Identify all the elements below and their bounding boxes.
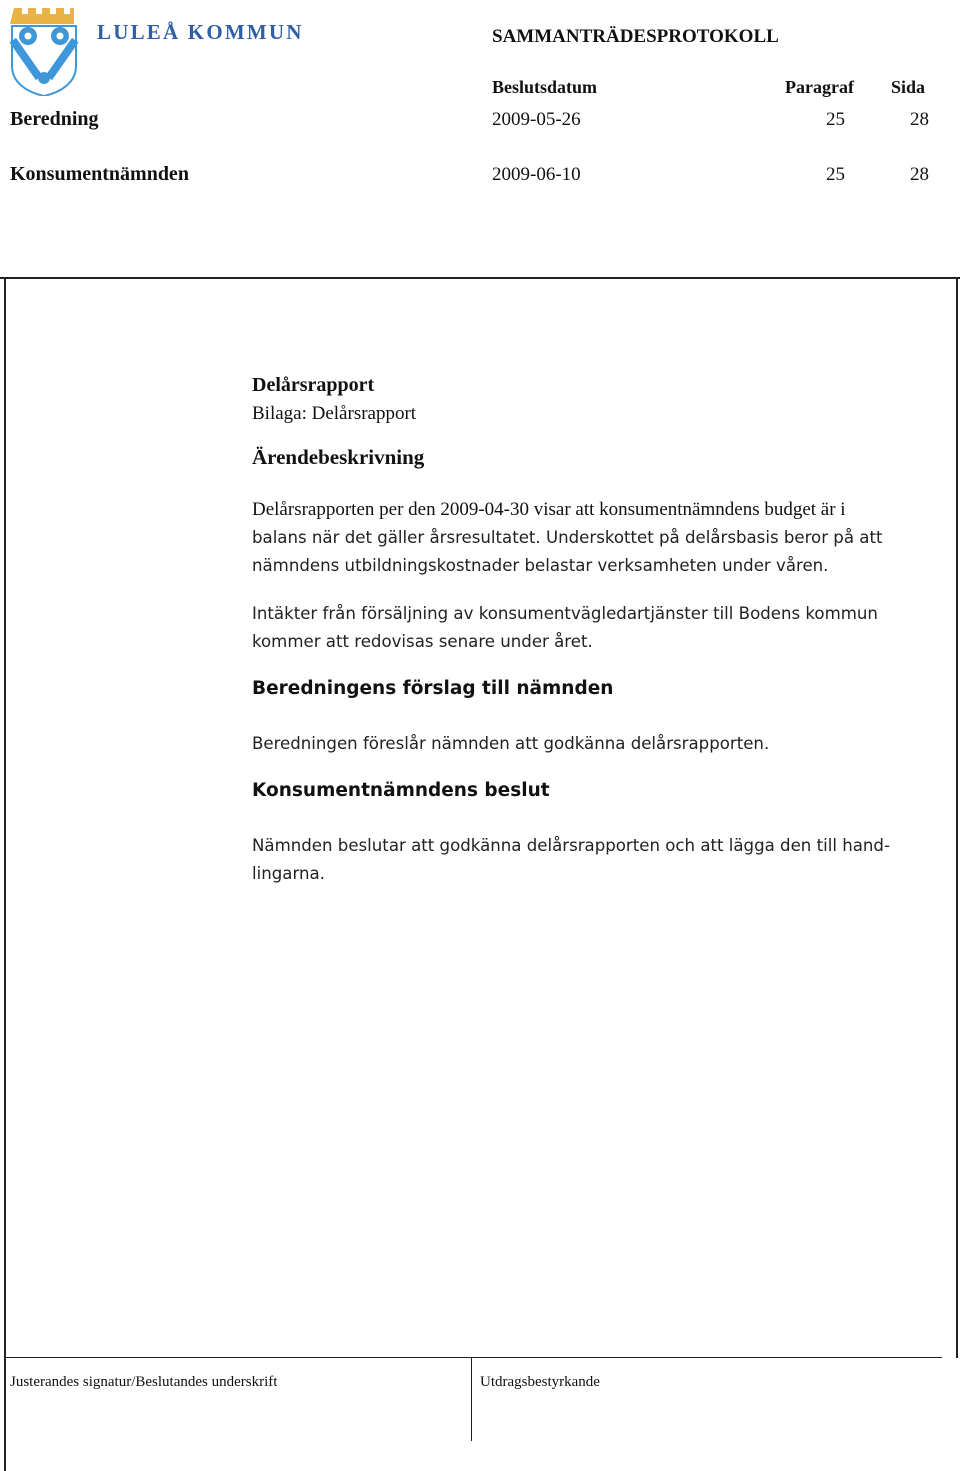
frame-right-border (956, 278, 958, 1358)
description-heading: Ärendebeskrivning (252, 445, 425, 469)
column-header-paragraph: Paragraf (785, 77, 854, 97)
income-line: Intäkter från försäljning av konsumentvägledartjänster till Bodens kommun (252, 604, 878, 623)
municipality-name: LULEÅ KOMMUN (97, 20, 304, 44)
row-date: 2009-05-26 (492, 109, 581, 130)
decision-heading: Konsumentnämndens beslut (252, 780, 550, 801)
description-line: Delårsrapporten per den 2009-04-30 visar att konsumentnämndens budget är i (252, 499, 846, 520)
income-paragraph (252, 600, 942, 656)
decision-line: lingarna. (252, 864, 325, 883)
frame-left-border (4, 278, 6, 1471)
frame-top-border (0, 277, 960, 279)
decision-paragraph (252, 832, 942, 888)
income-line: kommer att redovisas senare under året. (252, 632, 593, 651)
proposal-heading: Beredningens förslag till nämnden (252, 678, 614, 699)
decision-line: Nämnden beslutar att godkänna delårsrapporten och att lägga den till hand- (252, 836, 890, 855)
description-line: balans när det gäller årsresultatet. Underskottet på delårsbasis beror på att (252, 528, 883, 547)
certification-label: Utdragsbestyrkande (480, 1374, 600, 1390)
row-paragraph: 25 (826, 109, 845, 130)
item-title: Delårsrapport (252, 374, 375, 396)
description-paragraph (252, 495, 942, 580)
footer-column-divider (471, 1357, 472, 1441)
proposal-text: Beredningen föreslår nämnden att godkänna delårsrapporten. (252, 734, 770, 753)
document-type: SAMMANTRÄDESPROTOKOLL (492, 26, 779, 47)
signature-label: Justerandes signatur/Beslutandes underskrift (10, 1374, 278, 1390)
row-paragraph: 25 (826, 164, 845, 185)
row-date: 2009-06-10 (492, 164, 581, 185)
row-page: 28 (910, 109, 929, 130)
coat-of-arms-logo (8, 4, 80, 96)
row-label-beredning: Beredning (10, 108, 99, 130)
row-label-konsumentnamnden: Konsumentnämnden (10, 163, 189, 185)
column-header-date: Beslutsdatum (492, 77, 598, 97)
row-page: 28 (910, 164, 929, 185)
protocol-body (252, 370, 942, 888)
attachment-label: Bilaga: Delårsrapport (252, 403, 417, 424)
column-header-page: Sida (891, 77, 926, 97)
footer-divider (4, 1357, 942, 1358)
description-line: nämndens utbildningskostnader belastar verksamheten under våren. (252, 556, 829, 575)
